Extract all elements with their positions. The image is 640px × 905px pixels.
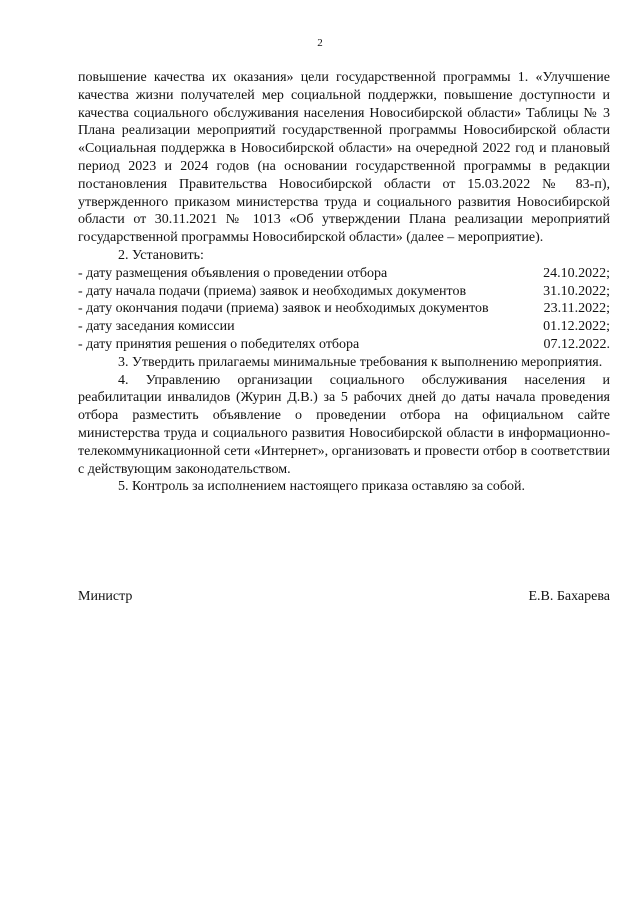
signer-position: Министр (78, 589, 133, 604)
date-value: 01.12.2022; (543, 319, 610, 335)
date-label: - дату начала подачи (приема) заявок и необходимых документов (78, 283, 467, 299)
signature-block (78, 589, 610, 605)
page-number: 2 (317, 37, 323, 49)
date-row-submission-start (78, 283, 610, 301)
intro-paragraph: повышение качества их оказания» цели государственной программы 1. «Улучшение качества жизни получателей мер социальной поддержки, повышение доступности и качества социального обслуживания населения Новосибирской области» Таблицы № 3 Плана реализации мероприятий государственной программы Новосибирской области «Социальная поддержка в Новосибирской области» на очередной 2022 год и плановый период 2023 и 2024 годов (на основании государственной программы в редакции постановления Правительства Новосибирской области от 15.03.2022 № 83-п), утвержденного приказом министерства труда и социального развития Новосибирской области от 30.11.2021 № 1013 «Об утверждении Плана реализации мероприятий государственной программы Новосибирской области» (далее – мероприятие). (78, 70, 610, 246)
date-label: - дату заседания комиссии (78, 319, 235, 335)
item-5-paragraph: 5. Контроль за исполнением настоящего приказа оставляю за собой. (118, 479, 526, 495)
date-row-decision (78, 336, 610, 354)
date-row-commission (78, 318, 610, 336)
item-4-paragraph: 4. Управлению организации социального обслуживания населения и реабилитации инвалидов (Журин Д.В.) за 5 рабочих дней до даты начала проведения отбора разместить объявление о проведении отбора на официальном сайте министерства труда и социального развития Новосибирской области в информационно-телекоммуникационной сети «Интернет», организовать и провести отбор в соответствии с действующим законодательством. (78, 372, 610, 477)
date-value: 07.12.2022. (543, 336, 610, 352)
date-label: - дату принятия решения о победителях отбора (78, 336, 360, 352)
signer-name: Е.В. Бахарева (528, 589, 610, 604)
date-label: - дату размещения объявления о проведении отбора (78, 265, 388, 281)
date-row-publication (78, 265, 610, 283)
date-row-submission-end (78, 300, 610, 318)
date-label: - дату окончания подачи (приема) заявок и необходимых документов (78, 301, 489, 317)
item-2-heading: 2. Установить: (118, 247, 204, 263)
date-list (78, 265, 610, 354)
date-value: 31.10.2022; (543, 283, 610, 299)
date-value: 24.10.2022; (543, 265, 610, 281)
item-3-paragraph: 3. Утвердить прилагаемы минимальные требования к выполнению мероприятия. (118, 354, 603, 370)
date-value: 23.11.2022; (543, 301, 610, 317)
document-body (78, 69, 610, 496)
